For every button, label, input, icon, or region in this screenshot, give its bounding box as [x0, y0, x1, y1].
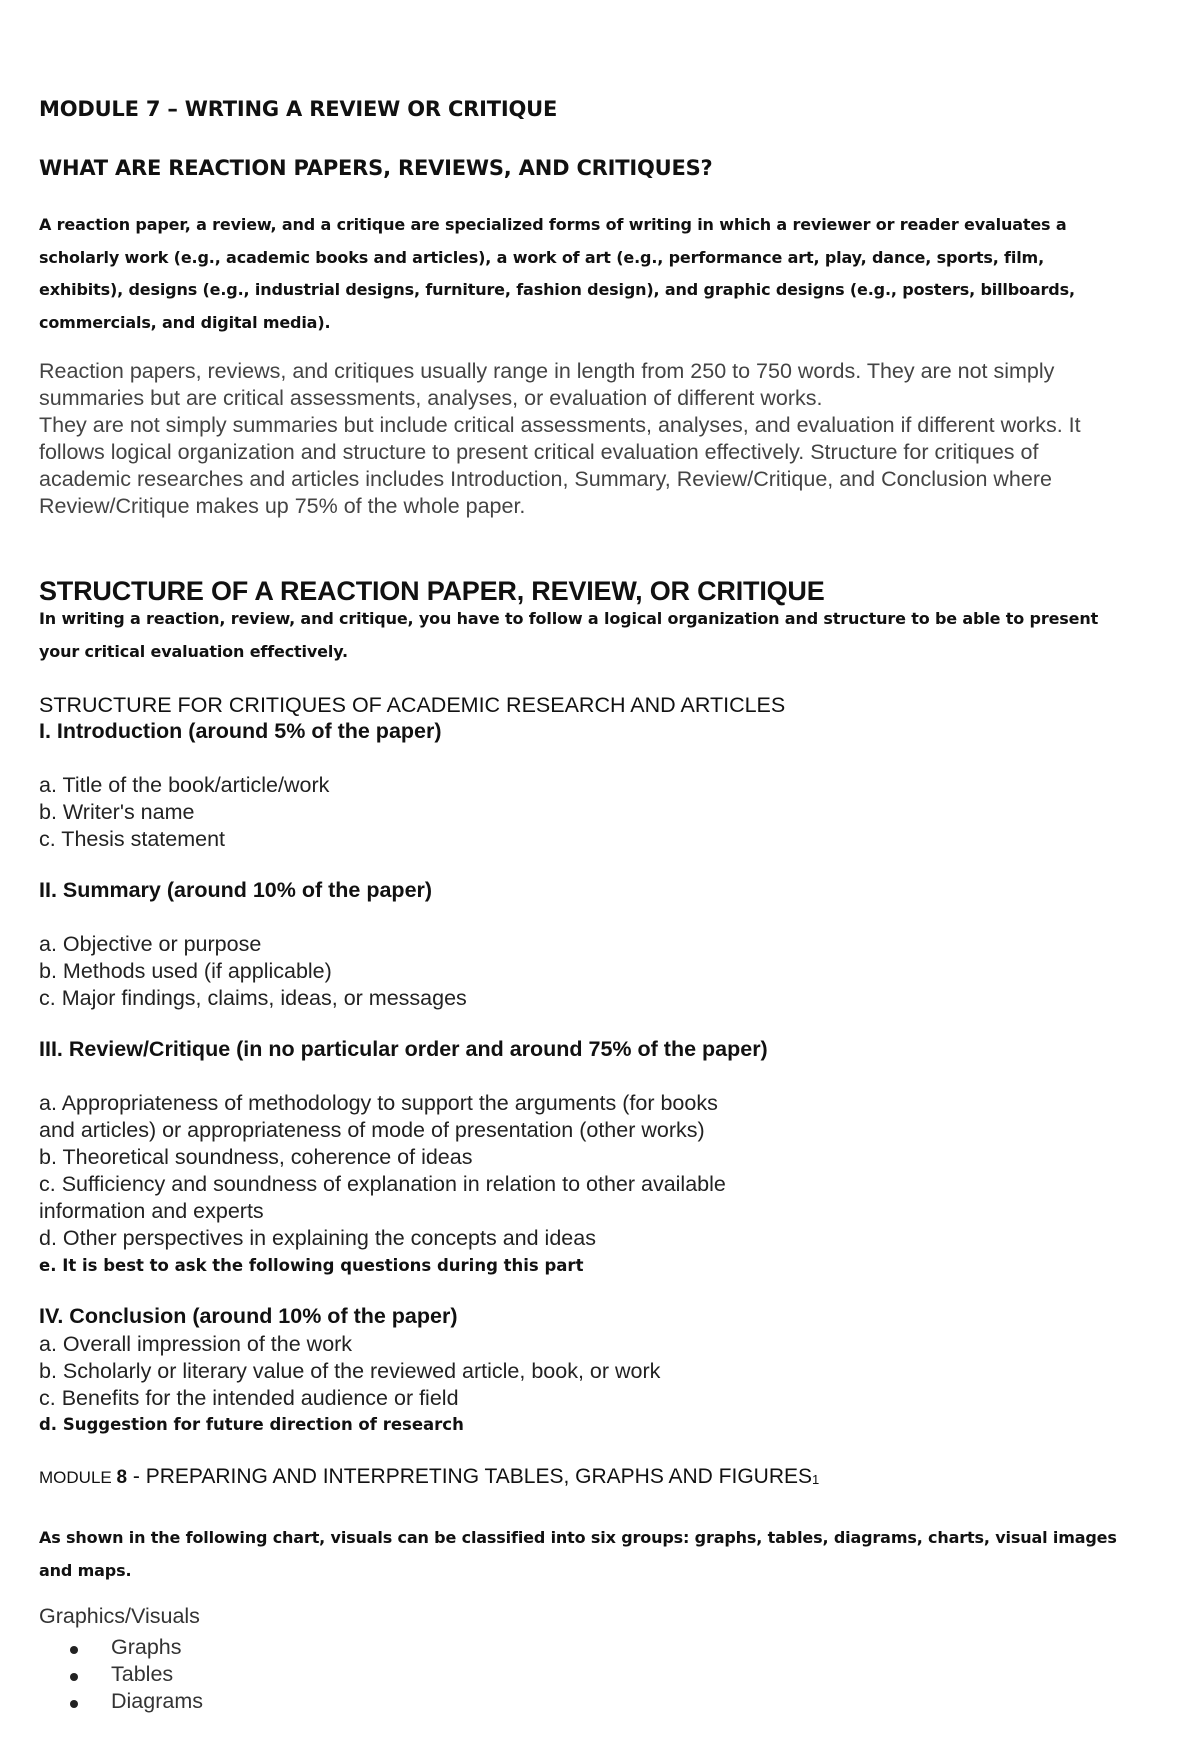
list-item: a. Overall impression of the work	[39, 1332, 353, 1356]
review-list	[39, 1090, 726, 1252]
list-item: b. Methods used (if applicable)	[39, 959, 332, 983]
module8-title	[39, 1465, 819, 1489]
module8-dash: -	[127, 1465, 146, 1488]
list-item: b. Theoretical soundness, coherence of ideas	[39, 1145, 473, 1169]
list-item: d. Other perspectives in explaining the concepts and ideas	[39, 1226, 596, 1250]
paragraph-line: commercials, and digital media).	[39, 312, 331, 332]
paragraph-line: Reaction papers, reviews, and critiques usually range in length from 250 to 750 words. They are not simply	[39, 359, 1055, 383]
paragraph-line: As shown in the following chart, visuals can be classified into six groups: graphs, tables, diagrams, charts, visual images	[39, 1528, 1117, 1547]
paragraph-line: academic researches and articles includes Introduction, Summary, Review/Critique, and Conclusion where	[39, 467, 1052, 491]
paragraph-line: A reaction paper, a review, and a critique are specialized forms of writing in which a reviewer or reader evaluates a	[39, 215, 1067, 234]
paragraph-line: In writing a reaction, review, and critique, you have to follow a logical organization and structure to be able to present	[39, 609, 1099, 628]
paragraph-line: summaries but are critical assessments, analyses, or evaluation of different works.	[39, 386, 823, 410]
conclusion-heading: IV. Conclusion (around 10% of the paper)	[39, 1304, 458, 1328]
summary-list	[39, 931, 467, 1012]
structure-intro-paragraph	[39, 603, 1098, 668]
module7-title: MODULE 7 – WRTING A REVIEW OR CRITIQUE	[39, 97, 558, 121]
list-item: c. Major findings, claims, ideas, or messages	[39, 986, 467, 1010]
module7-intro-paragraph	[39, 209, 1075, 339]
review-heading: III. Review/Critique (in no particular order and around 75% of the paper)	[39, 1037, 768, 1061]
list-item: information and experts	[39, 1199, 264, 1223]
review-last-item: e. It is best to ask the following questions during this part	[39, 1256, 584, 1275]
summary-heading: II. Summary (around 10% of the paper)	[39, 878, 433, 902]
introduction-heading: I. Introduction (around 5% of the paper)	[39, 719, 442, 743]
list-item: and articles) or appropriateness of mode of presentation (other works)	[39, 1118, 705, 1142]
conclusion-last-item: d. Suggestion for future direction of research	[39, 1415, 464, 1434]
paragraph-line: your critical evaluation effectively.	[39, 641, 348, 661]
module8-title-text: PREPARING AND INTERPRETING TABLES, GRAPHS AND FIGURES	[145, 1465, 813, 1488]
paragraph-line: Review/Critique makes up 75% of the whole paper.	[39, 494, 526, 518]
introduction-list	[39, 772, 329, 853]
list-item: c. Sufficiency and soundness of explanation in relation to other available	[39, 1172, 726, 1196]
paragraph-line: follows logical organization and structure to present critical evaluation effectively. Structure for critiques of	[39, 440, 1039, 464]
paragraph-line: They are not simply summaries but include critical assessments, analyses, and evaluation if different works. It	[39, 413, 1081, 437]
list-item: a. Objective or purpose	[39, 932, 262, 956]
list-item: a. Appropriateness of methodology to support the arguments (for books	[39, 1091, 718, 1115]
bullet-icon	[70, 1673, 78, 1681]
list-item: a. Title of the book/article/work	[39, 773, 330, 797]
list-item: b. Scholarly or literary value of the reviewed article, book, or work	[39, 1359, 661, 1383]
module8-prefix: MODULE	[39, 1468, 117, 1487]
document-page: MODULE 7 – WRTING A REVIEW OR CRITIQUE WHAT ARE REACTION PAPERS, REVIEWS, AND CRITIQUES? A reaction paper, a review, and a critique are specialized forms of writing in which a reviewer or reader evaluates a scholarly work (e.g., academic books and articles), a work of art (e.g., performance art, play, dance, sports, film, exhibits), designs (e.g., industrial designs, furniture, fashion design), and graphic designs (e.g., posters, billboards, commercials, and digital media). Reaction papers, reviews, and critiques usually range in length from 250 to 750 words. They are not simply summaries but are critical assessments, analyses, or evaluation of different works. They are not simply summaries but include critical assessments, analyses, and evaluation if different works. It follows logical organization and structure to present critical evaluation effectively. Structure for critiques of academic researches and articles includes Introduction, Summary, Review/Critique, and Conclusion where Review/Critique makes up 75% of the whole paper. STRUCTURE OF A REACTION PAPER, REVIEW, OR CRITIQUE In writing a reaction, review, and critique, you have to follow a logical organization and structure to be able to present your critical evaluation effectively. STRUCTURE FOR CRITIQUES OF ACADEMIC RESEARCH AND ARTICLES I. Introduction (around 5% of the paper) a. Title of the book/article/work b. Writer's name c. Thesis statement II. Summary (around 10% of the paper) a. Objective or purpose b. Methods used (if applicable) c. Major findings, claims, ideas, or messages III. Review/Critique (in no particular order and around 75% of the paper) a. Appropriateness of methodology to support the arguments (for books and articles) or appropriateness of mode of presentation (other works) b. Theoretical soundness, coherence of ideas c. Sufficiency and soundness of explanation in relation to other available information and experts d. Other perspectives in explaining the concepts and ideas e. It is best to ask the following questions during this part IV. Conclusion (around 10% of the paper) a. Overall impression of the work b. Scholarly or literary value of the reviewed article, book, or work c. Benefits for the intended audience or field d. Suggestion for future direction of research MODULE 8 - PREPARING AND INTERPRETING TABLES, GRAPHS AND FIGURES$^1$ As shown in the following chart, visuals can be classified into six groups: graphs, tables, diagrams, charts, visual images and maps. Graphics/Visuals Graphs Tables Diagrams	[39, 97, 1117, 1713]
paragraph-line: and maps.	[39, 1560, 132, 1580]
module7-body-paragraph	[39, 358, 1081, 520]
graphics-list-title: Graphics/Visuals	[39, 1604, 200, 1628]
list-item: c. Thesis statement	[39, 827, 226, 851]
module8-intro-paragraph	[39, 1522, 1117, 1587]
list-item: b. Writer's name	[39, 800, 195, 824]
paragraph-line: scholarly work (e.g., academic books and articles), a work of art (e.g., performance art, play, dance, sports, film,	[39, 247, 1044, 267]
bullet-icon	[70, 1646, 78, 1654]
structure-heading: STRUCTURE OF A REACTION PAPER, REVIEW, OR CRITIQUE	[39, 576, 825, 606]
module8-number: 8	[116, 1467, 128, 1488]
paragraph-line: exhibits), designs (e.g., industrial designs, furniture, fashion design), and graphic designs (e.g., posters, billboards,	[39, 280, 1075, 299]
bullet-icon	[70, 1700, 78, 1708]
module7-question: WHAT ARE REACTION PAPERS, REVIEWS, AND CRITIQUES?	[39, 156, 713, 180]
structure-subheading: STRUCTURE FOR CRITIQUES OF ACADEMIC RESEARCH AND ARTICLES	[39, 693, 786, 717]
module8-footnote: 1	[812, 1472, 820, 1487]
list-item: c. Benefits for the intended audience or field	[39, 1386, 459, 1410]
conclusion-list	[39, 1331, 660, 1412]
